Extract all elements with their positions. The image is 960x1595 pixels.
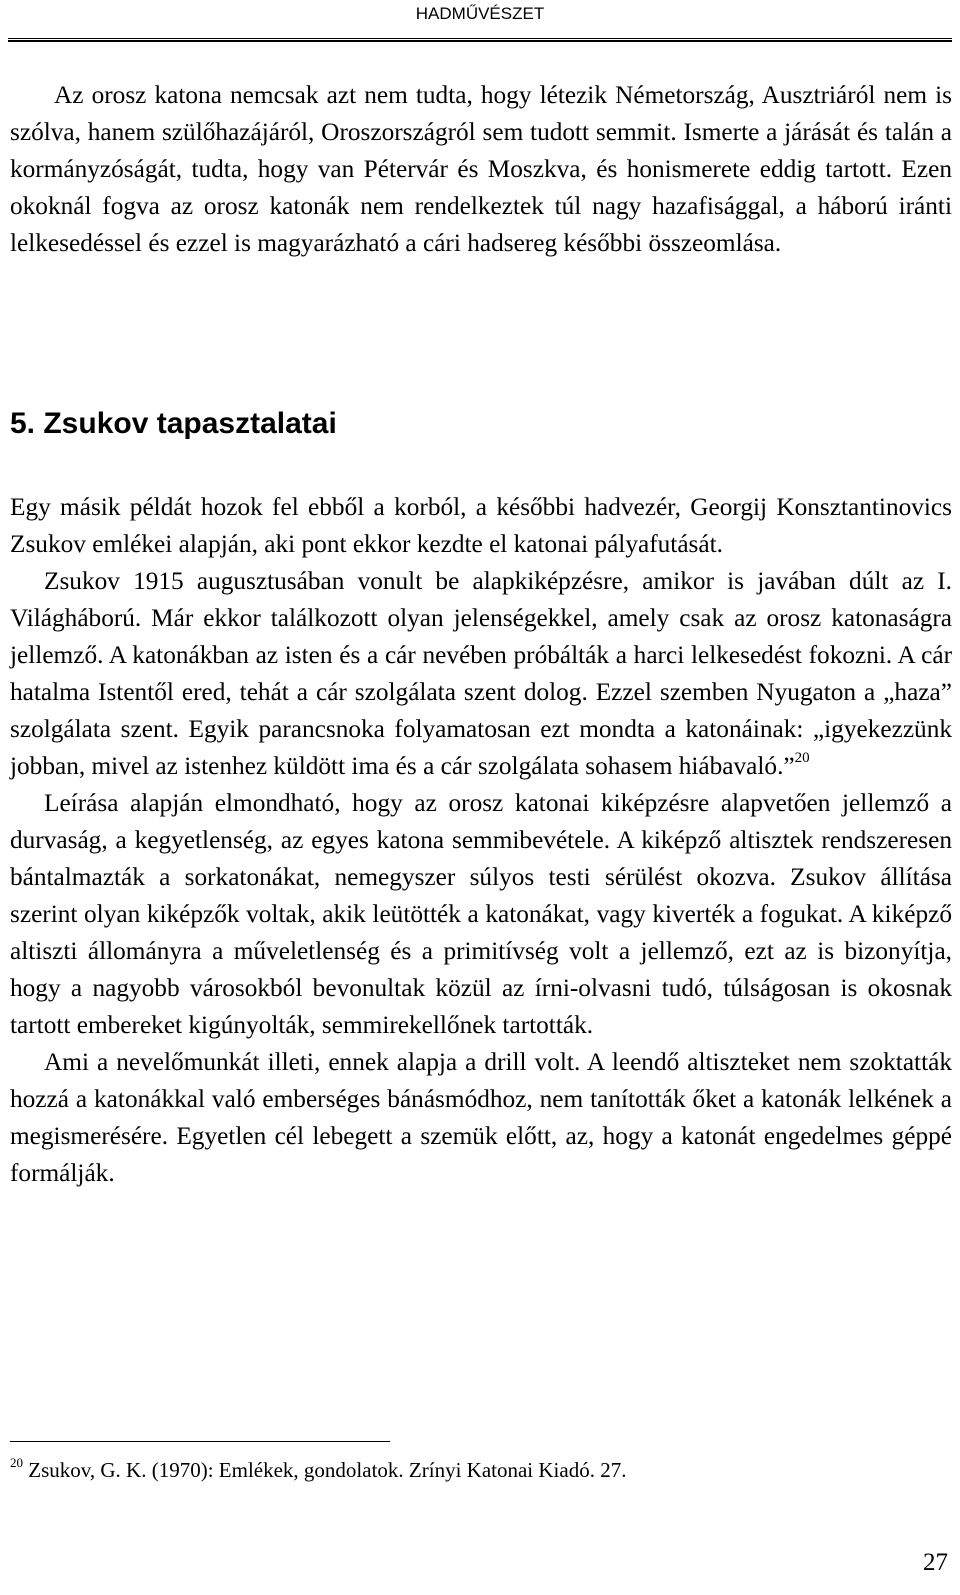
page-number: 27: [923, 1549, 948, 1576]
section-paragraph-4: Ami a nevelőmunkát illeti, ennek alapja a drill volt. A leendő altiszteket nem szoktatták hozzá a katonákkal való emberséges bánásmódhoz, nem tanították őket a katonák lelkének a megismerésére. Egyetlen cél lebegett a szemük előtt, az, hogy a katonát engedelmes géppé formálják.: [10, 1048, 952, 1187]
section-paragraph-2: [10, 563, 952, 785]
footnote-reference: 20: [794, 749, 810, 766]
running-title: HADMŰVÉSZET: [415, 4, 545, 23]
section-paragraph-3: Leírása alapján elmondható, hogy az orosz katonai kiképzésre alapvetően jellemző a durvaság, a kegyetlenség, az egyes katona semmibevétele. A kiképző altisztek rendszeresen bántalmazták a sorkatonákat, nemegyszer súlyos testi sérülést okozva. Zsukov állítása szerint olyan kiképzők voltak, akik leütötték a katonákat, vagy kiverték a fogukat. A kiképző altiszti állományra a műveletlenség és a primitívség volt a jellemző, ezt az is bizonyítja, hogy a nagyobb városokból bevonultak közül az írni-olvasni tudó, túlságosan is okosnak tartott embereket kigúnyolták, semmirekellőnek tartották.: [10, 789, 952, 1039]
header-rule: [8, 38, 952, 42]
footnote-text: Zsukov, G. K. (1970): Emlékek, gondolatok. Zrínyi Katonai Kiadó. 27.: [23, 1458, 627, 1482]
opening-paragraph: Az orosz katona nemcsak azt nem tudta, hogy létezik Németország, Ausztriáról nem is szólva, hanem szülőhazájáról, Oroszországról sem tudott semmit. Ismerte a járását és talán a kormányzóságát, tudta, hogy van Pétervár és Moszkva, és honismerete eddig tartott. Ezen okoknál fogva az orosz katonák nem rendelkeztek túl nagy hazafisággal, a háború iránti lelkesedéssel és ezzel is magyarázható a cári hadsereg későbbi összeomlása.: [10, 81, 952, 257]
section-paragraph-1: Egy másik példát hozok fel ebből a korból, a későbbi hadvezér, Georgij Konsztantinovics Zsukov emlékei alapján, aki pont ekkor kezdte el katonai pályafutását.: [10, 493, 952, 558]
footnote-rule: [10, 1441, 390, 1442]
section-heading: 5. Zsukov tapasztalatai: [10, 407, 337, 440]
footnote: [10, 1455, 952, 1485]
section-paragraph-2-text: Zsukov 1915 augusztusában vonult be alapkiképzésre, amikor is javában dúlt az I. Világháború. Már ekkor találkozott olyan jelenségekkel, amely csak az orosz katonaságra jellemző. A katonákban az isten és a cár nevében próbálták a harci lelkesedést fokozni. A cár hatalma Istentől ered, tehát a cár szolgálata szent dolog. Ezzel szemben Nyugaton a „haza” szolgálata szent. Egyik parancsnoka folyamatosan ezt mondta a katonáinak: „igyekezzünk jobban, mivel az istenhez küldött ima és a cár szolgálata sohasem hiábavaló.”: [10, 567, 952, 780]
footnote-number: 20: [10, 1455, 23, 1470]
opening-text: [10, 77, 952, 262]
section-body: [10, 489, 952, 1192]
running-header: [0, 0, 960, 30]
